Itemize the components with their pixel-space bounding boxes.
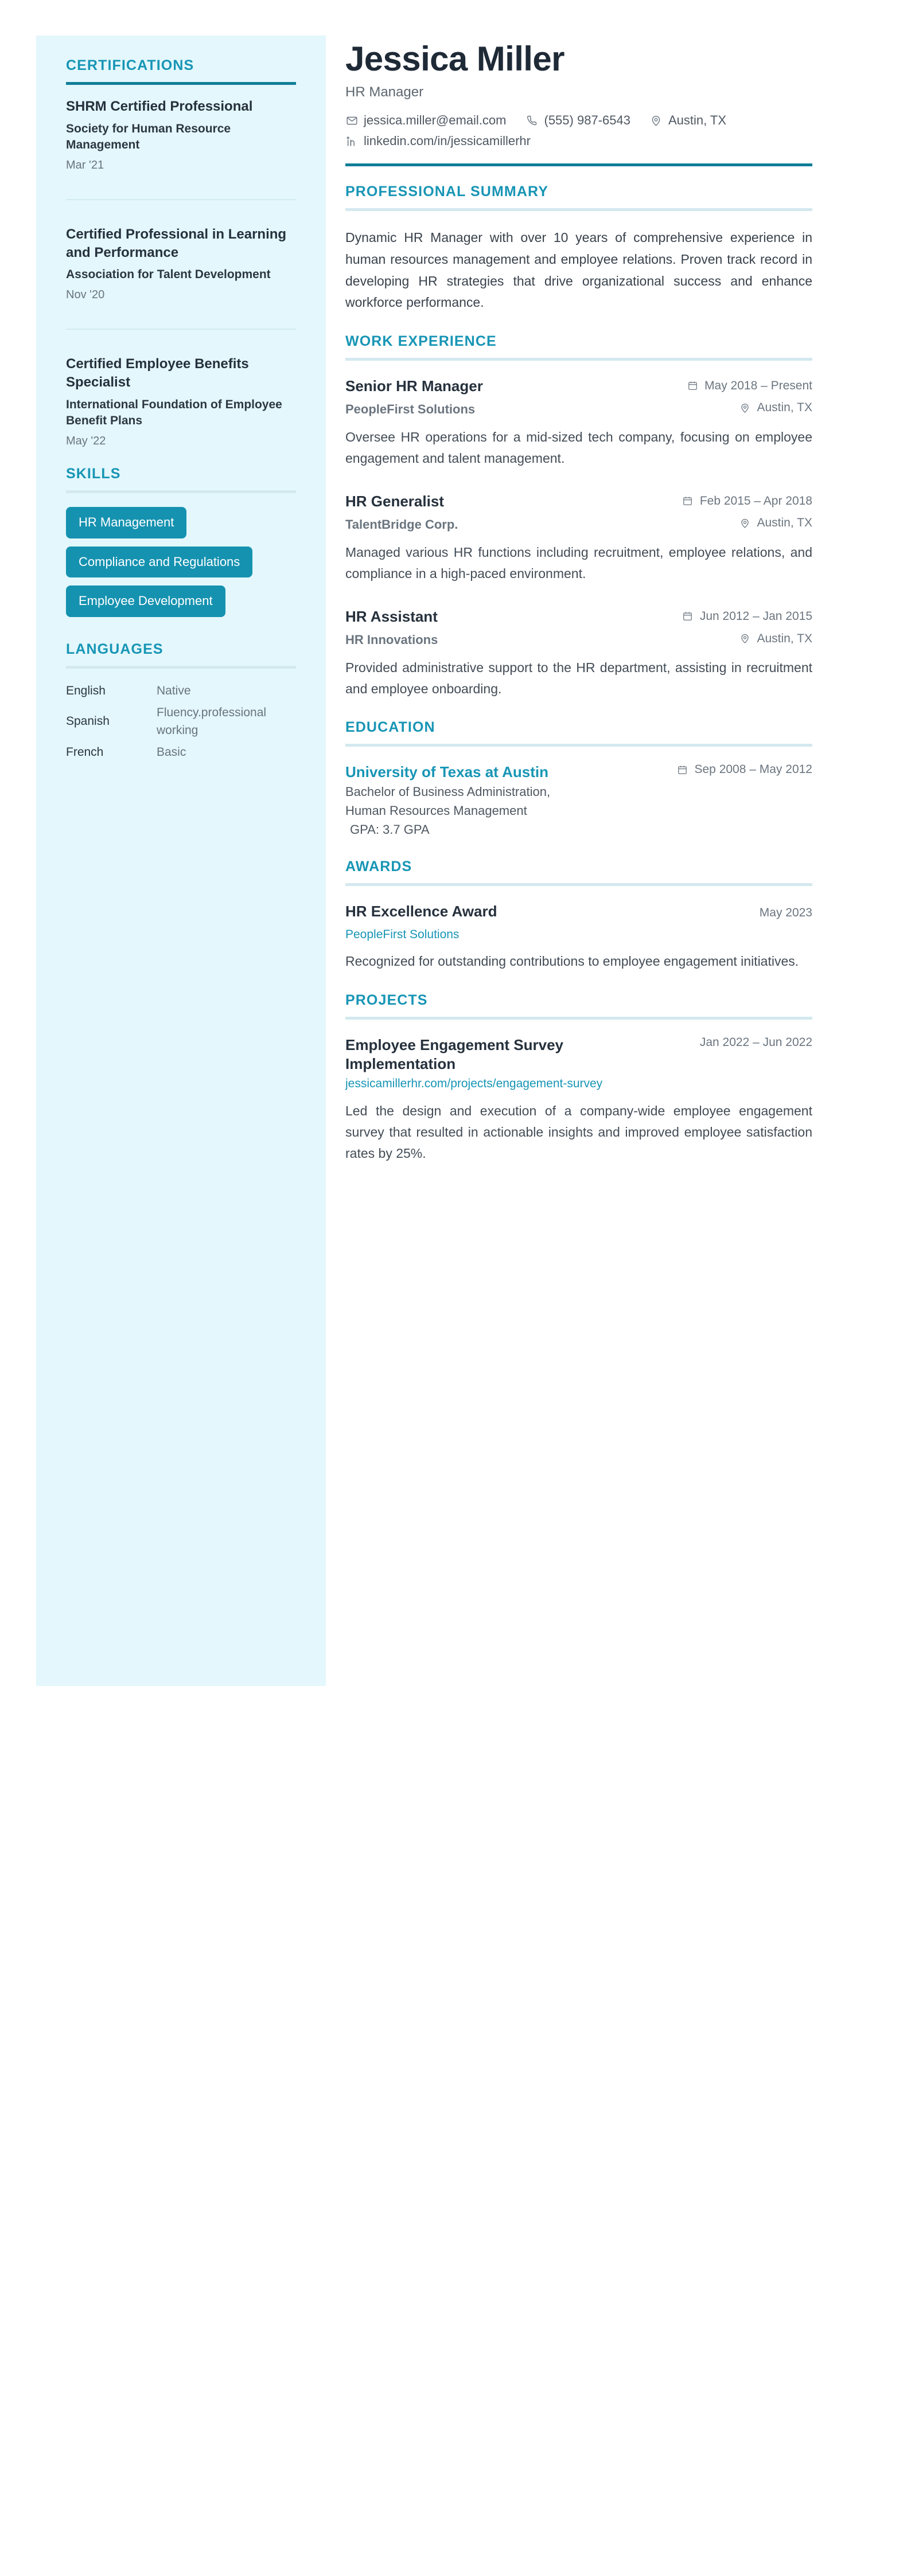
resume-header	[345, 41, 812, 166]
work-location	[739, 516, 813, 530]
certification-name: Certified Professional in Learning and Performance	[66, 226, 287, 260]
work-entry	[345, 377, 812, 469]
sidebar-section-skills	[66, 466, 296, 617]
contact-phone-text: (555) 987-6543	[544, 113, 630, 128]
summary-divider	[345, 208, 812, 211]
resume-layout	[0, 36, 911, 1686]
education-dates-text: Sep 2008 – May 2012	[694, 763, 812, 776]
work-entry-title-row	[345, 377, 812, 396]
skills-divider	[66, 490, 296, 493]
contact-linkedin-text: linkedin.com/in/jessicamillerhr	[364, 134, 531, 149]
main-column	[326, 36, 911, 1184]
education-degree: Bachelor of Business Administration, Human Resources Management	[345, 784, 551, 818]
contact-phone[interactable]	[526, 113, 630, 128]
contact-linkedin[interactable]	[345, 134, 531, 149]
education-gpa: GPA: 3.7 GPA	[350, 822, 430, 837]
language-row	[66, 682, 296, 700]
language-name: Spanish	[66, 715, 110, 728]
language-name: French	[66, 746, 104, 759]
award-entry	[345, 902, 812, 972]
certification-issuer: Society for Human Resource Management	[66, 122, 231, 151]
summary-heading: PROFESSIONAL SUMMARY	[345, 184, 548, 200]
project-entry	[345, 1036, 812, 1165]
project-top-row	[345, 1036, 812, 1092]
contact-email[interactable]	[345, 113, 507, 128]
envelope-icon	[345, 114, 358, 127]
work-entry-title-row	[345, 607, 812, 627]
work-location	[739, 632, 813, 646]
work-description: Oversee HR operations for a mid-sized tech company, focusing on employee engagement and talent management.	[345, 429, 812, 466]
contact-line-secondary	[345, 134, 812, 149]
certification-name: Certified Employee Benefits Specialist	[66, 356, 249, 391]
education-dates	[676, 763, 813, 776]
project-left	[345, 1036, 683, 1092]
work-dates-text: May 2018 – Present	[704, 378, 812, 392]
education-heading: EDUCATION	[345, 719, 435, 736]
certification-name: SHRM Certified Professional	[66, 99, 253, 114]
work-location-text: Austin, TX	[757, 401, 812, 415]
award-issuer[interactable]: PeopleFirst Solutions	[345, 927, 460, 941]
work-location-text: Austin, TX	[757, 631, 812, 645]
work-dates-text: Feb 2015 – Apr 2018	[699, 494, 812, 508]
education-divider	[345, 744, 812, 747]
awards-divider	[345, 883, 812, 886]
summary-text: Dynamic HR Manager with over 10 years of comprehensive experience in human resources management and employee relations. Proven track record in developing HR strategies that drive organizational success and enhance workforce performance.	[345, 230, 812, 310]
work-location-text: Austin, TX	[757, 516, 812, 530]
skill-pill: HR Management	[66, 507, 186, 538]
work-job-title: Senior HR Manager	[345, 377, 483, 395]
section-education	[345, 719, 812, 839]
certification-separator	[66, 329, 296, 330]
projects-divider	[345, 1017, 812, 1020]
certification-date: May '22	[66, 434, 106, 447]
certification-date: Nov '20	[66, 288, 105, 302]
sidebar-section-certifications	[66, 57, 296, 448]
project-right	[700, 1036, 812, 1092]
award-date: May 2023	[759, 906, 812, 920]
work-entry	[345, 607, 812, 700]
education-left	[345, 763, 659, 839]
work-dates	[682, 610, 812, 623]
languages-divider	[66, 666, 296, 669]
education-school[interactable]: University of Texas at Austin	[345, 763, 548, 781]
language-level: Native	[157, 684, 191, 697]
work-dates	[686, 379, 812, 393]
work-company: PeopleFirst Solutions	[345, 401, 476, 416]
certification-date: Mar '21	[66, 158, 104, 171]
award-title: HR Excellence Award	[345, 903, 497, 920]
work-description: Managed various HR functions including recruitment, employee relations, and compliance in a high-paced environment.	[345, 544, 812, 581]
project-title: Employee Engagement Survey Implementation	[345, 1036, 564, 1073]
education-right	[676, 763, 813, 839]
map-pin-icon	[739, 633, 752, 645]
section-awards	[345, 858, 812, 972]
work-entry	[345, 492, 812, 584]
award-description: Recognized for outstanding contributions to employee engagement initiatives.	[345, 954, 799, 969]
phone-icon	[526, 114, 539, 127]
header-divider	[345, 163, 812, 166]
skills-heading: SKILLS	[66, 465, 121, 482]
language-row	[66, 744, 296, 761]
calendar-icon	[676, 763, 689, 776]
map-pin-icon	[739, 401, 752, 414]
certifications-heading: CERTIFICATIONS	[66, 57, 194, 73]
map-pin-icon	[650, 114, 663, 127]
certification-separator	[66, 199, 296, 200]
work-description: Provided administrative support to the HR department, assisting in recruitment and employee onboarding.	[345, 659, 812, 697]
project-description: Led the design and execution of a company-wide employee engagement survey that resulted in actionable insights and improved employee satisfaction rates by 25%.	[345, 1103, 812, 1161]
contact-line-primary	[345, 113, 812, 128]
work-entry-org-row	[345, 401, 812, 419]
language-level: Fluency.professional working	[157, 706, 267, 737]
project-dates: Jan 2022 – Jun 2022	[699, 1035, 812, 1049]
work-entry-title-row	[345, 492, 812, 512]
certification-item	[66, 355, 296, 448]
award-title-row	[345, 902, 812, 922]
awards-heading: AWARDS	[345, 858, 412, 875]
work-location	[739, 401, 813, 415]
page-title: Jessica Miller	[345, 40, 564, 78]
certification-issuer: Association for Talent Development	[66, 268, 271, 282]
languages-heading: LANGUAGES	[66, 641, 163, 657]
work-company: TalentBridge Corp.	[345, 517, 458, 532]
contact-email-text: jessica.miller@email.com	[364, 113, 507, 128]
projects-heading: PROJECTS	[345, 992, 428, 1008]
contact-location-text: Austin, TX	[668, 113, 727, 128]
contact-location	[650, 113, 726, 128]
work-company: HR Innovations	[345, 633, 438, 647]
project-url[interactable]: jessicamillerhr.com/projects/engagement-survey	[345, 1077, 603, 1091]
work-entry-org-row	[345, 631, 812, 649]
section-professional-summary	[345, 184, 812, 314]
certification-item	[66, 97, 296, 173]
work-entry-org-row	[345, 516, 812, 534]
work-job-title: HR Assistant	[345, 608, 438, 626]
certification-issuer: International Foundation of Employee Benefit Plans	[66, 397, 282, 427]
language-row	[66, 704, 296, 739]
education-top-row	[345, 763, 812, 839]
work-dates	[682, 494, 812, 508]
work-dates-text: Jun 2012 – Jan 2015	[699, 609, 812, 623]
work-heading: WORK EXPERIENCE	[345, 333, 497, 350]
work-job-title: HR Generalist	[345, 493, 444, 510]
education-entry	[345, 763, 812, 839]
language-level: Basic	[157, 746, 186, 759]
map-pin-icon	[739, 517, 752, 529]
certifications-divider	[66, 82, 296, 85]
sidebar	[36, 36, 326, 1686]
skill-pill: Employee Development	[66, 586, 225, 617]
work-divider	[345, 358, 812, 361]
calendar-icon	[686, 380, 699, 392]
sidebar-section-languages	[66, 641, 296, 762]
section-projects	[345, 992, 812, 1165]
calendar-icon	[682, 495, 694, 508]
linkedin-icon	[345, 135, 358, 147]
certification-item	[66, 225, 296, 302]
job-title: HR Manager	[345, 84, 424, 100]
language-name: English	[66, 684, 106, 697]
section-work-experience	[345, 333, 812, 700]
skill-pill: Compliance and Regulations	[66, 547, 252, 578]
calendar-icon	[682, 610, 694, 623]
skills-list	[66, 507, 296, 617]
